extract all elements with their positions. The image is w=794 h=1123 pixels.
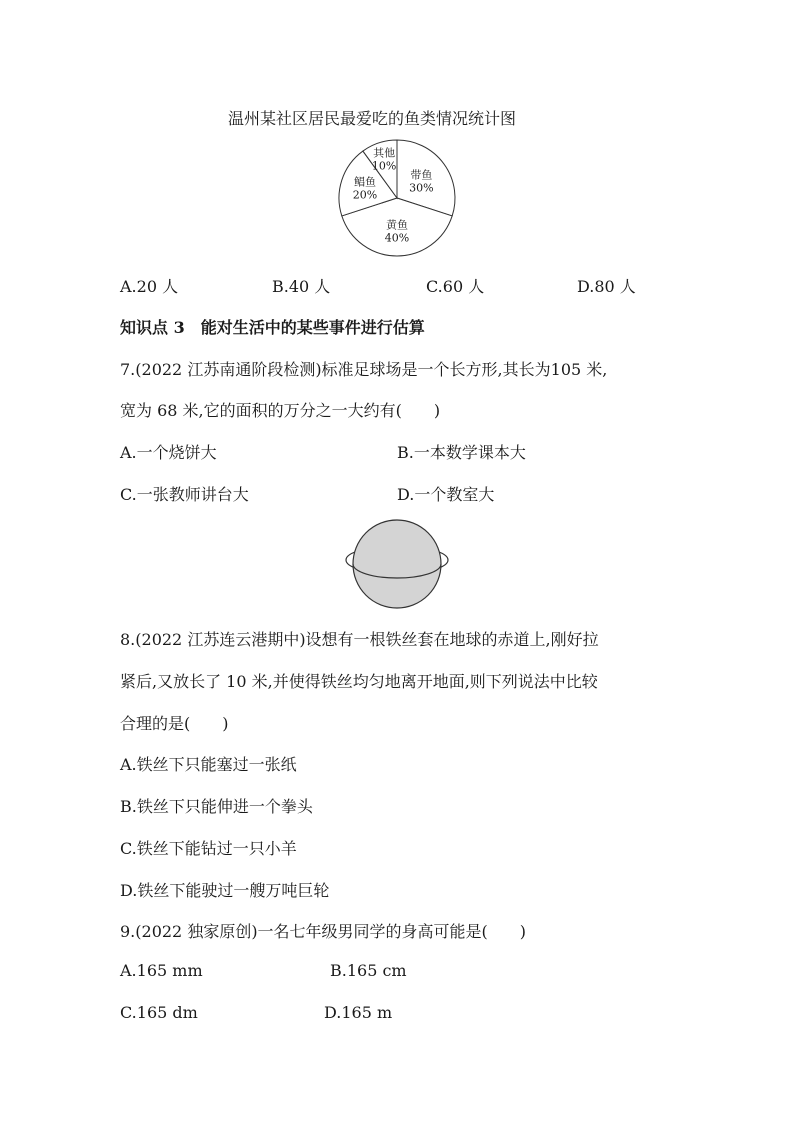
pie-label-1: 带鱼 <box>410 168 433 182</box>
q7-option-c: C.一张教师讲台大 <box>120 485 249 504</box>
q9-option-b: B.165 cm <box>330 961 407 980</box>
pie-value-3: 20% <box>352 188 378 202</box>
q8-stem-line2: 紧后,又放长了 10 米,并使得铁丝均匀地离开地面,则下列说法中比较 <box>120 672 598 691</box>
q6-option-d: D.80 人 <box>577 277 636 296</box>
q9-stem: 9.(2022 独家原创)一名七年级男同学的身高可能是( ) <box>120 922 527 941</box>
q8-option-d: D.铁丝下能驶过一艘万吨巨轮 <box>120 881 330 900</box>
section-heading: 知识点 3 能对生活中的某些事件进行估算 <box>120 318 425 337</box>
q9-option-d: D.165 m <box>324 1003 393 1022</box>
q8-option-b: B.铁丝下只能伸进一个拳头 <box>120 797 313 816</box>
pie-chart <box>330 136 465 261</box>
q7-option-a: A.一个烧饼大 <box>120 443 217 462</box>
q7-option-b: B.一本数学课本大 <box>397 443 526 462</box>
q9-option-a: A.165 mm <box>120 961 203 980</box>
pie-label-2: 黄鱼 <box>386 218 408 232</box>
q8-stem-line3: 合理的是( ) <box>120 714 229 733</box>
q7-option-d: D.一个教室大 <box>397 485 495 504</box>
pie-label-4: 其他 <box>373 146 396 160</box>
chart-title: 温州某社区居民最爱吃的鱼类情况统计图 <box>228 109 517 128</box>
q8-option-c: C.铁丝下能钻过一只小羊 <box>120 839 297 858</box>
q6-option-a: A.20 人 <box>120 277 179 296</box>
pie-label-3: 鲳鱼 <box>354 175 377 189</box>
earth-wire-figure <box>343 519 451 611</box>
q8-stem-line1: 8.(2022 江苏连云港期中)设想有一根铁丝套在地球的赤道上,刚好拉 <box>120 630 599 649</box>
q7-stem-line1: 7.(2022 江苏南通阶段检测)标准足球场是一个长方形,其长为105 米, <box>120 360 608 379</box>
pie-value-1: 30% <box>409 181 434 195</box>
q9-option-c: C.165 dm <box>120 1003 198 1022</box>
pie-value-2: 40% <box>384 231 410 245</box>
pie-value-4: 10% <box>371 159 397 173</box>
q6-option-c: C.60 人 <box>426 277 485 296</box>
q8-option-a: A.铁丝下只能塞过一张纸 <box>120 755 297 774</box>
q6-option-b: B.40 人 <box>272 277 331 296</box>
q7-stem-line2: 宽为 68 米,它的面积的万分之一大约有( ) <box>120 401 441 420</box>
